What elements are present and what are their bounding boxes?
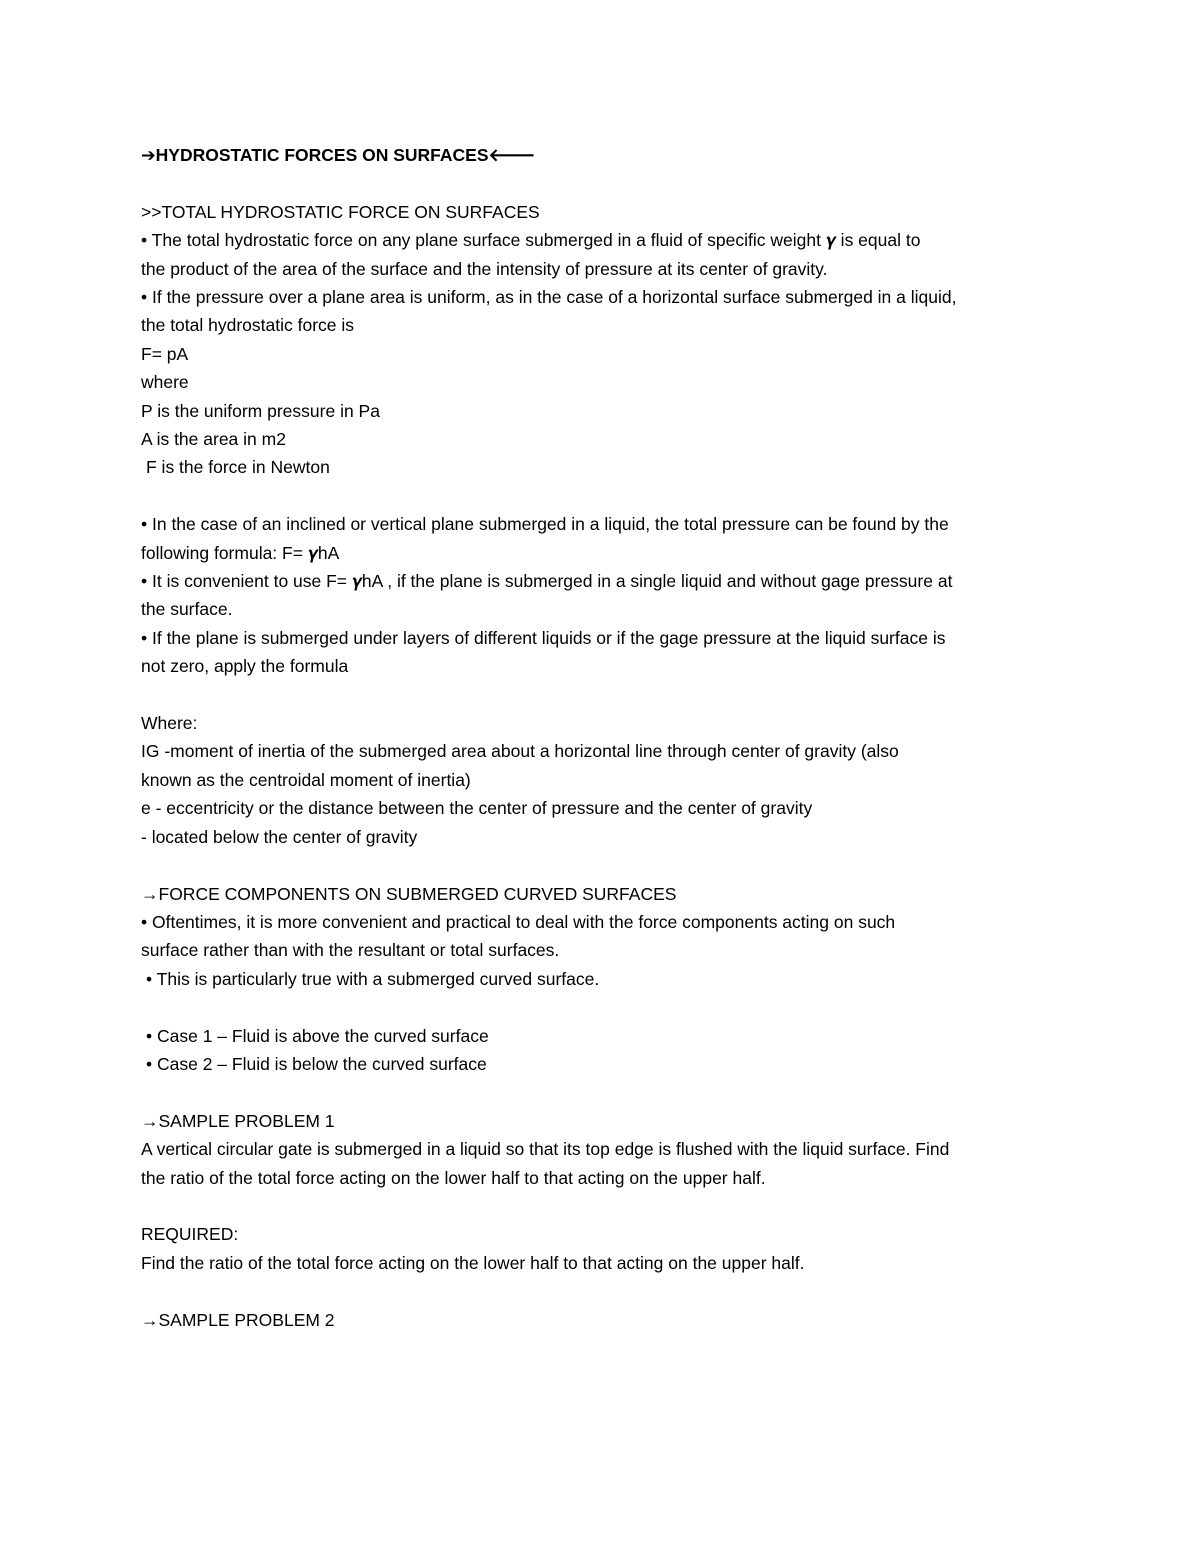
paragraph-line: • If the pressure over a plane area is uniform, as in the case of a horizontal surface submerged in a liquid,: [141, 287, 957, 308]
section-heading-sample-problem-2: →SAMPLE PROBLEM 2: [141, 1309, 335, 1330]
definition-line: P is the uniform pressure in Pa: [141, 400, 380, 421]
paragraph-line: following formula: F= 𝜸hA: [141, 542, 340, 563]
section-heading-total-force: >>TOTAL HYDROSTATIC FORCE ON SURFACES: [141, 201, 540, 222]
paragraph-line: known as the centroidal moment of inertia): [141, 769, 471, 790]
paragraph-line: e - eccentricity or the distance between the center of pressure and the center of gravity: [141, 798, 813, 819]
paragraph-line: IG -moment of inertia of the submerged area about a horizontal line through center of gravity (also: [141, 741, 899, 762]
paragraph-line: surface rather than with the resultant or total surfaces.: [141, 940, 560, 961]
paragraph-line: the surface.: [141, 599, 233, 620]
spacer: [141, 1078, 1071, 1106]
paragraph-line: • If the plane is submerged under layers of different liquids or if the gage pressure at the liquid surface is: [141, 627, 946, 648]
document-body: [141, 141, 1071, 1334]
spacer: [141, 1192, 1071, 1220]
spacer: [141, 482, 1071, 510]
paragraph-line: the ratio of the total force acting on the lower half to that acting on the upper half.: [141, 1167, 766, 1188]
paragraph-line: Find the ratio of the total force acting on the lower half to that acting on the upper half.: [141, 1252, 805, 1273]
paragraph-line: the product of the area of the surface and the intensity of pressure at its center of gravity.: [141, 258, 828, 279]
required-label: REQUIRED:: [141, 1224, 239, 1245]
paragraph-line: • Oftentimes, it is more convenient and practical to deal with the force components acting on such: [141, 911, 896, 932]
section-heading-force-components: →FORCE COMPONENTS ON SUBMERGED CURVED SURFACES: [141, 883, 677, 904]
section-heading-sample-problem-1: →SAMPLE PROBLEM 1: [141, 1110, 335, 1131]
definition-line: F is the force in Newton: [146, 457, 330, 478]
paragraph-line: A vertical circular gate is submerged in a liquid so that its top edge is flushed with the liquid surface. Find: [141, 1139, 950, 1160]
case-item: • Case 2 – Fluid is below the curved surface: [146, 1053, 487, 1074]
paragraph-line: Where:: [141, 713, 198, 734]
paragraph-line: • This is particularly true with a submerged curved surface.: [146, 968, 600, 989]
case-item: • Case 1 – Fluid is above the curved surface: [146, 1025, 489, 1046]
spacer: [141, 1277, 1071, 1305]
definition-line: A is the area in m2: [141, 429, 286, 450]
document-title: ➔HYDROSTATIC FORCES ON SURFACES🡐: [141, 145, 536, 165]
spacer: [141, 169, 1071, 197]
formula-line: F= pA: [141, 343, 189, 364]
spacer: [141, 851, 1071, 879]
spacer: [141, 993, 1071, 1021]
spacer: [141, 681, 1071, 709]
paragraph-line: where: [141, 372, 189, 393]
paragraph-line: the total hydrostatic force is: [141, 315, 355, 336]
paragraph-line: - located below the center of gravity: [141, 826, 418, 847]
paragraph-line: • It is convenient to use F= 𝜸hA , if the plane is submerged in a single liquid and without gage pressure at: [141, 571, 953, 592]
paragraph-line: • The total hydrostatic force on any plane surface submerged in a fluid of specific weight 𝜸 is equal to: [141, 230, 921, 251]
paragraph-line: not zero, apply the formula: [141, 656, 349, 677]
paragraph-line: • In the case of an inclined or vertical plane submerged in a liquid, the total pressure can be found by the: [141, 514, 949, 535]
